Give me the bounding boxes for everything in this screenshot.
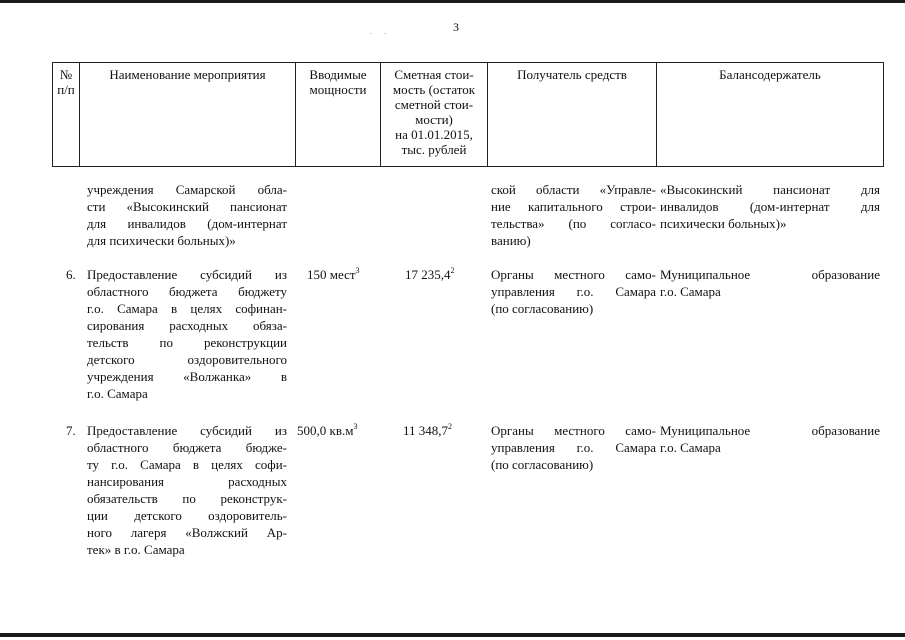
text-line: ного лагеря «Волжский Ар- bbox=[87, 525, 287, 540]
header-cost-line: мости) bbox=[415, 112, 453, 127]
row-name bbox=[87, 266, 287, 402]
header-cost bbox=[381, 63, 488, 167]
scan-speck: . bbox=[384, 27, 386, 36]
header-cost-line: сметной стои- bbox=[394, 97, 474, 112]
text-line: (по согласованию) bbox=[491, 457, 594, 472]
header-cost-line: мость (остаток bbox=[392, 82, 476, 97]
text-line: учреждения Самарской обла- bbox=[87, 182, 287, 197]
text-line: «Высокинский пансионат для bbox=[660, 182, 880, 197]
text-line: управления г.о. Самара bbox=[491, 440, 656, 455]
text-line: ние капитального строи- bbox=[491, 199, 656, 214]
text-line: г.о. Самара bbox=[87, 386, 148, 401]
text-line: Органы местного само- bbox=[491, 267, 656, 282]
text-line: Органы местного само- bbox=[491, 423, 656, 438]
text-line: г.о. Самара bbox=[660, 440, 721, 455]
row-recipient bbox=[491, 422, 656, 473]
text-line: г.о. Самара bbox=[660, 284, 721, 299]
header-capacity-line: мощности bbox=[309, 82, 367, 97]
row-capacity bbox=[297, 422, 382, 439]
header-recipient bbox=[488, 63, 657, 167]
footnote-mark: 2 bbox=[448, 422, 453, 431]
header-cost-line: тыс. рублей bbox=[401, 142, 467, 157]
row-capacity bbox=[307, 266, 377, 283]
footnote-mark: 3 bbox=[355, 266, 360, 275]
table-header bbox=[52, 62, 884, 167]
text-line: учреждения «Волжанка» в bbox=[87, 369, 287, 384]
header-holder bbox=[657, 63, 884, 167]
text-line: нансирования расходных bbox=[87, 474, 287, 489]
capacity-value: 150 мест bbox=[307, 267, 356, 282]
capacity-value: 500,0 кв.м bbox=[297, 423, 354, 438]
text-line: тельства» (по согласо- bbox=[491, 216, 656, 231]
text-line: ту г.о. Самара в целях софи- bbox=[87, 457, 287, 472]
footnote-mark: 3 bbox=[353, 422, 358, 431]
header-num-line: п/п bbox=[57, 82, 75, 97]
continuation-holder bbox=[660, 181, 880, 232]
text-line: Муниципальное образование bbox=[660, 423, 880, 438]
text-line: обязательств по реконструк- bbox=[87, 491, 287, 506]
continuation-recipient bbox=[491, 181, 656, 249]
text-line: областного бюджета бюдже- bbox=[87, 440, 287, 455]
text-line: управления г.о. Самара bbox=[491, 284, 656, 299]
header-num bbox=[53, 63, 80, 167]
row-holder bbox=[660, 422, 880, 456]
header-name bbox=[80, 63, 296, 167]
row-cost bbox=[405, 266, 475, 283]
row-number: 6. bbox=[66, 267, 76, 282]
text-line: тек» в г.о. Самара bbox=[87, 542, 185, 557]
row-holder bbox=[660, 266, 880, 300]
text-line: тельств по реконструкции bbox=[87, 335, 287, 350]
text-line: инвалидов (дом-интернат для bbox=[660, 199, 880, 214]
text-line: (по согласованию) bbox=[491, 301, 594, 316]
scan-speck: . bbox=[370, 27, 372, 36]
text-line: ванию) bbox=[491, 233, 531, 248]
header-cost-line: Сметная стои- bbox=[394, 67, 474, 82]
footnote-mark: 2 bbox=[450, 266, 455, 275]
text-line: сти «Высокинский пансионат bbox=[87, 199, 287, 214]
text-line: сирования расходных обяза- bbox=[87, 318, 287, 333]
row-cost bbox=[403, 422, 473, 439]
bottom-scan-border bbox=[0, 633, 905, 637]
header-cost-line: на 01.01.2015, bbox=[395, 127, 473, 142]
text-line: ской области «Управле- bbox=[491, 182, 656, 197]
text-line: областного бюджета бюджету bbox=[87, 284, 287, 299]
header-holder-line: Балансодержатель bbox=[719, 67, 821, 82]
top-scan-border bbox=[0, 0, 905, 3]
text-line: Предоставление субсидий из bbox=[87, 267, 287, 282]
text-line: для психически больных)» bbox=[87, 233, 236, 248]
row-number: 7. bbox=[66, 423, 76, 438]
header-num-line: № bbox=[59, 67, 73, 82]
text-line: детского оздоровительного bbox=[87, 352, 287, 367]
header-capacity bbox=[296, 63, 381, 167]
text-line: г.о. Самара в целях софинан- bbox=[87, 301, 287, 316]
text-line: Предоставление субсидий из bbox=[87, 423, 287, 438]
cost-value: 17 235,4 bbox=[405, 267, 451, 282]
text-line: Муниципальное образование bbox=[660, 267, 880, 282]
row-recipient bbox=[491, 266, 656, 317]
continuation-name bbox=[87, 181, 287, 249]
text-line: ции детского оздоровитель- bbox=[87, 508, 287, 523]
cost-value: 11 348,7 bbox=[403, 423, 449, 438]
row-name bbox=[87, 422, 287, 558]
header-recipient-line: Получатель средств bbox=[517, 67, 627, 82]
text-line: для инвалидов (дом-интернат bbox=[87, 216, 287, 231]
page-number: 3 bbox=[453, 20, 459, 34]
header-capacity-line: Вводимые bbox=[309, 67, 367, 82]
text-line: психически больных)» bbox=[660, 216, 787, 231]
header-name-line: Наименование мероприятия bbox=[109, 67, 266, 82]
